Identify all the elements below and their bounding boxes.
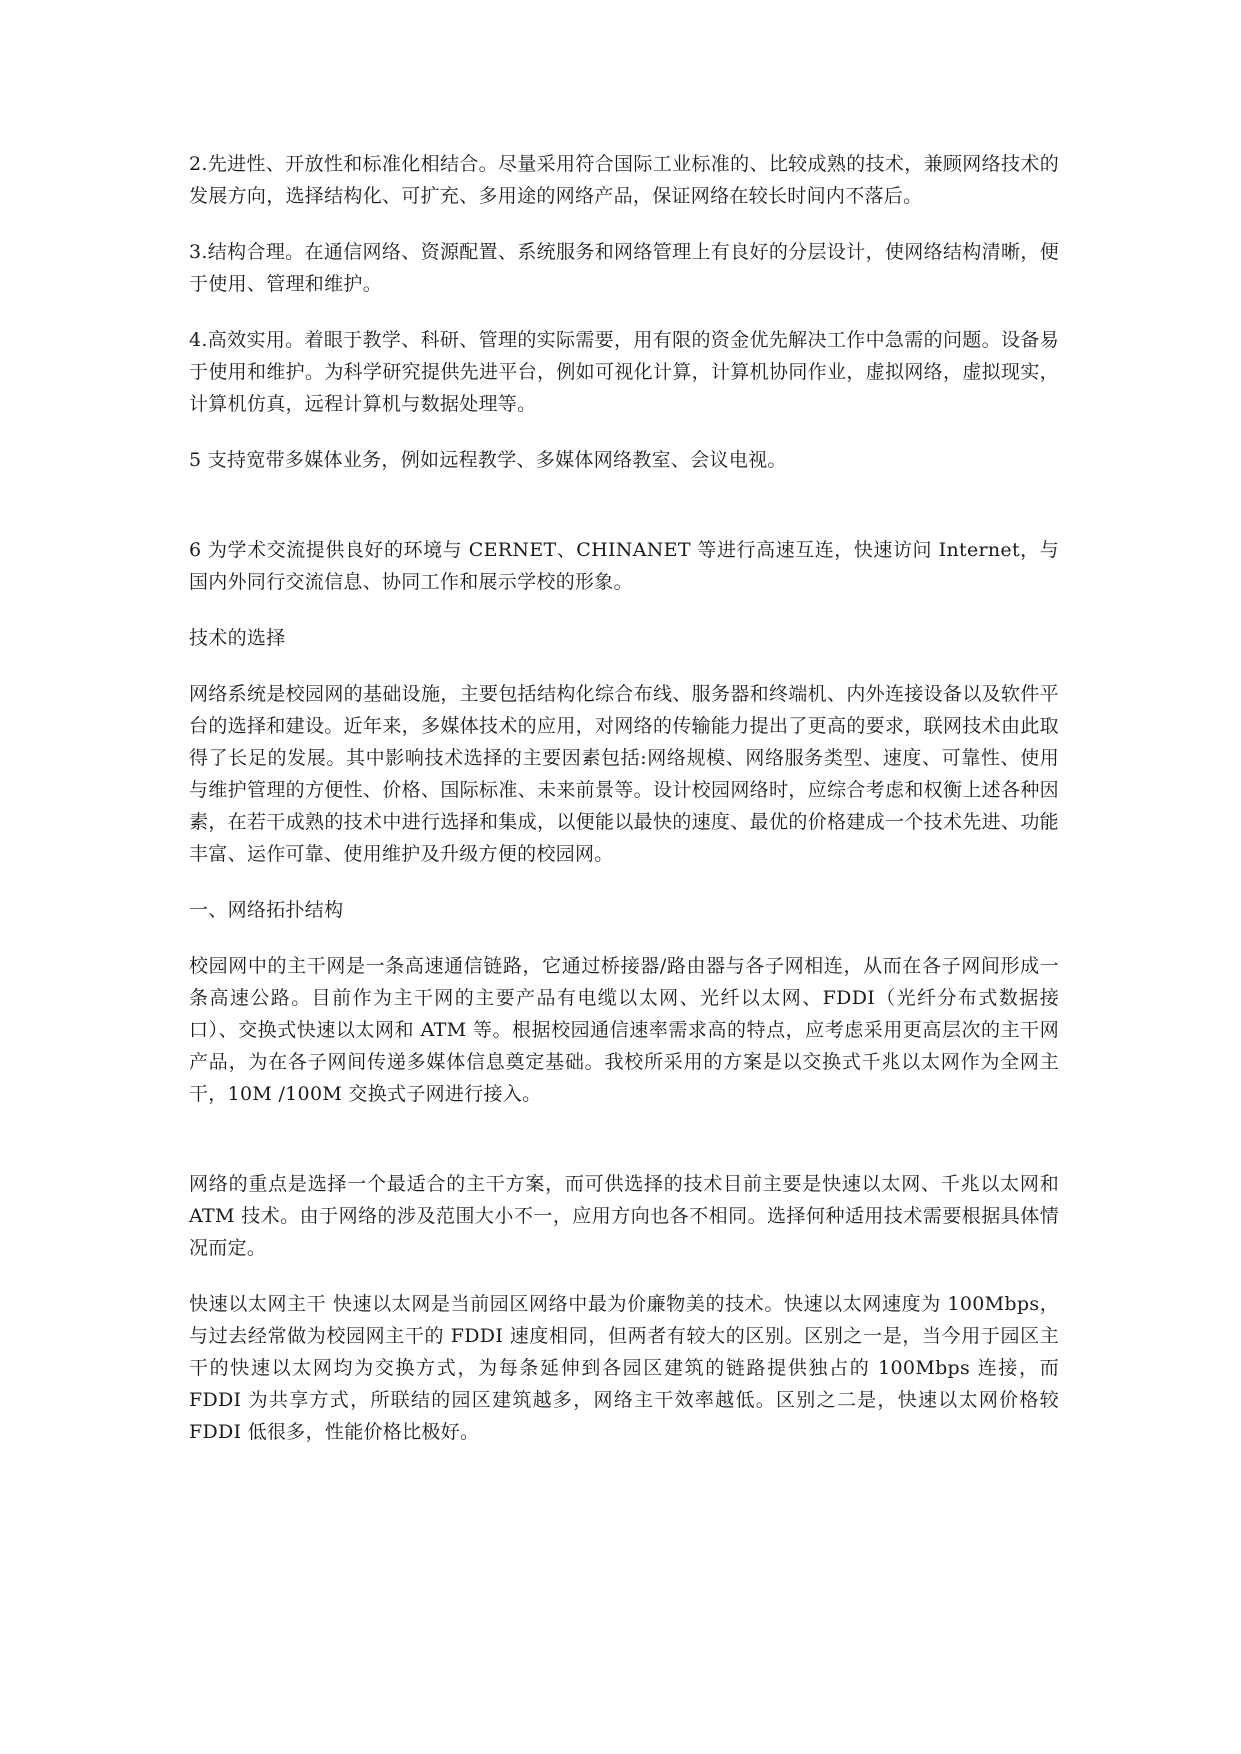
paragraph-item-4: 4.高效实用。着眼于教学、科研、管理的实际需要，用有限的资金优先解决工作中急需的问题。设备易于使用和维护。为科学研究提供先进平台，例如可视化计算，计算机协同作业，虚拟网络，虚拟现实，计算机仿真，远程计算机与数据处理等。 bbox=[189, 329, 1059, 415]
paragraph-backbone-choice: 网络的重点是选择一个最适合的主干方案，而可供选择的技术目前主要是快速以太网、千兆以太网和 ATM 技术。由于网络的涉及范围大小不一，应用方向也各不相同。选择何种适用技术需要根据具体情况而定。 bbox=[189, 1173, 1059, 1259]
paragraph-fast-ethernet: 快速以太网主干 快速以太网是当前园区网络中最为价廉物美的技术。快速以太网速度为 100Mbps，与过去经常做为校园网主干的 FDDI 速度相同，但两者有较大的区别。区别之一是，当今用于园区主干的快速以太网均为交换方式，为每条延伸到各园区建筑的链路提供独占的 100Mbps 连接，而 FDDI 为共享方式，所联结的园区建筑越多，网络主干效率越低。区别之二是，快速以太网价格较 FDDI 低很多，性能价格比极好。 bbox=[189, 1293, 1059, 1443]
paragraph-backbone: 校园网中的主干网是一条高速通信链路，它通过桥接器/路由器与各子网相连，从而在各子网间形成一条高速公路。目前作为主干网的主要产品有电缆以太网、光纤以太网、FDDI（光纤分布式数据接口）、交换式快速以太网和 ATM 等。根据校园通信速率需求高的特点，应考虑采用更高层次的主干网产品，为在各子网间传递多媒体信息奠定基础。我校所采用的方案是以交换式千兆以太网作为全网主干，10M /100M 交换式子网进行接入。 bbox=[189, 955, 1059, 1105]
paragraph-network-system: 网络系统是校园网的基础设施，主要包括结构化综合布线、服务器和终端机、内外连接设备以及软件平台的选择和建设。近年来，多媒体技术的应用，对网络的传输能力提出了更高的要求，联网技术由此取得了长足的发展。其中影响技术选择的主要因素包括:网络规模、网络服务类型、速度、可靠性、使用与维护管理的方便性、价格、国际标准、未来前景等。设计校园网络时，应综合考虑和权衡上述各种因素，在若干成熟的技术中进行选择和集成，以便能以最快的速度、最优的价格建成一个技术先进、功能丰富、运作可靠、使用维护及升级方便的校园网。 bbox=[189, 683, 1059, 865]
paragraph-item-6: 6 为学术交流提供良好的环境与 CERNET、CHINANET 等进行高速互连，快速访问 Internet，与国内外同行交流信息、协同工作和展示学校的形象。 bbox=[189, 539, 1059, 593]
paragraph-item-3: 3.结构合理。在通信网络、资源配置、系统服务和网络管理上有良好的分层设计，使网络结构清晰，便于使用、管理和维护。 bbox=[189, 241, 1059, 295]
section-heading-technology-choice: 技术的选择 bbox=[189, 627, 286, 649]
paragraph-item-2: 2.先进性、开放性和标准化相结合。尽量采用符合国际工业标准的、比较成熟的技术，兼顾网络技术的发展方向，选择结构化、可扩充、多用途的网络产品，保证网络在较长时间内不落后。 bbox=[189, 153, 1059, 207]
paragraph-item-5: 5 支持宽带多媒体业务，例如远程教学、多媒体网络教室、会议电视。 bbox=[189, 449, 787, 471]
section-heading-topology: 一、网络拓扑结构 bbox=[189, 899, 344, 921]
document-page bbox=[189, 148, 1059, 1472]
